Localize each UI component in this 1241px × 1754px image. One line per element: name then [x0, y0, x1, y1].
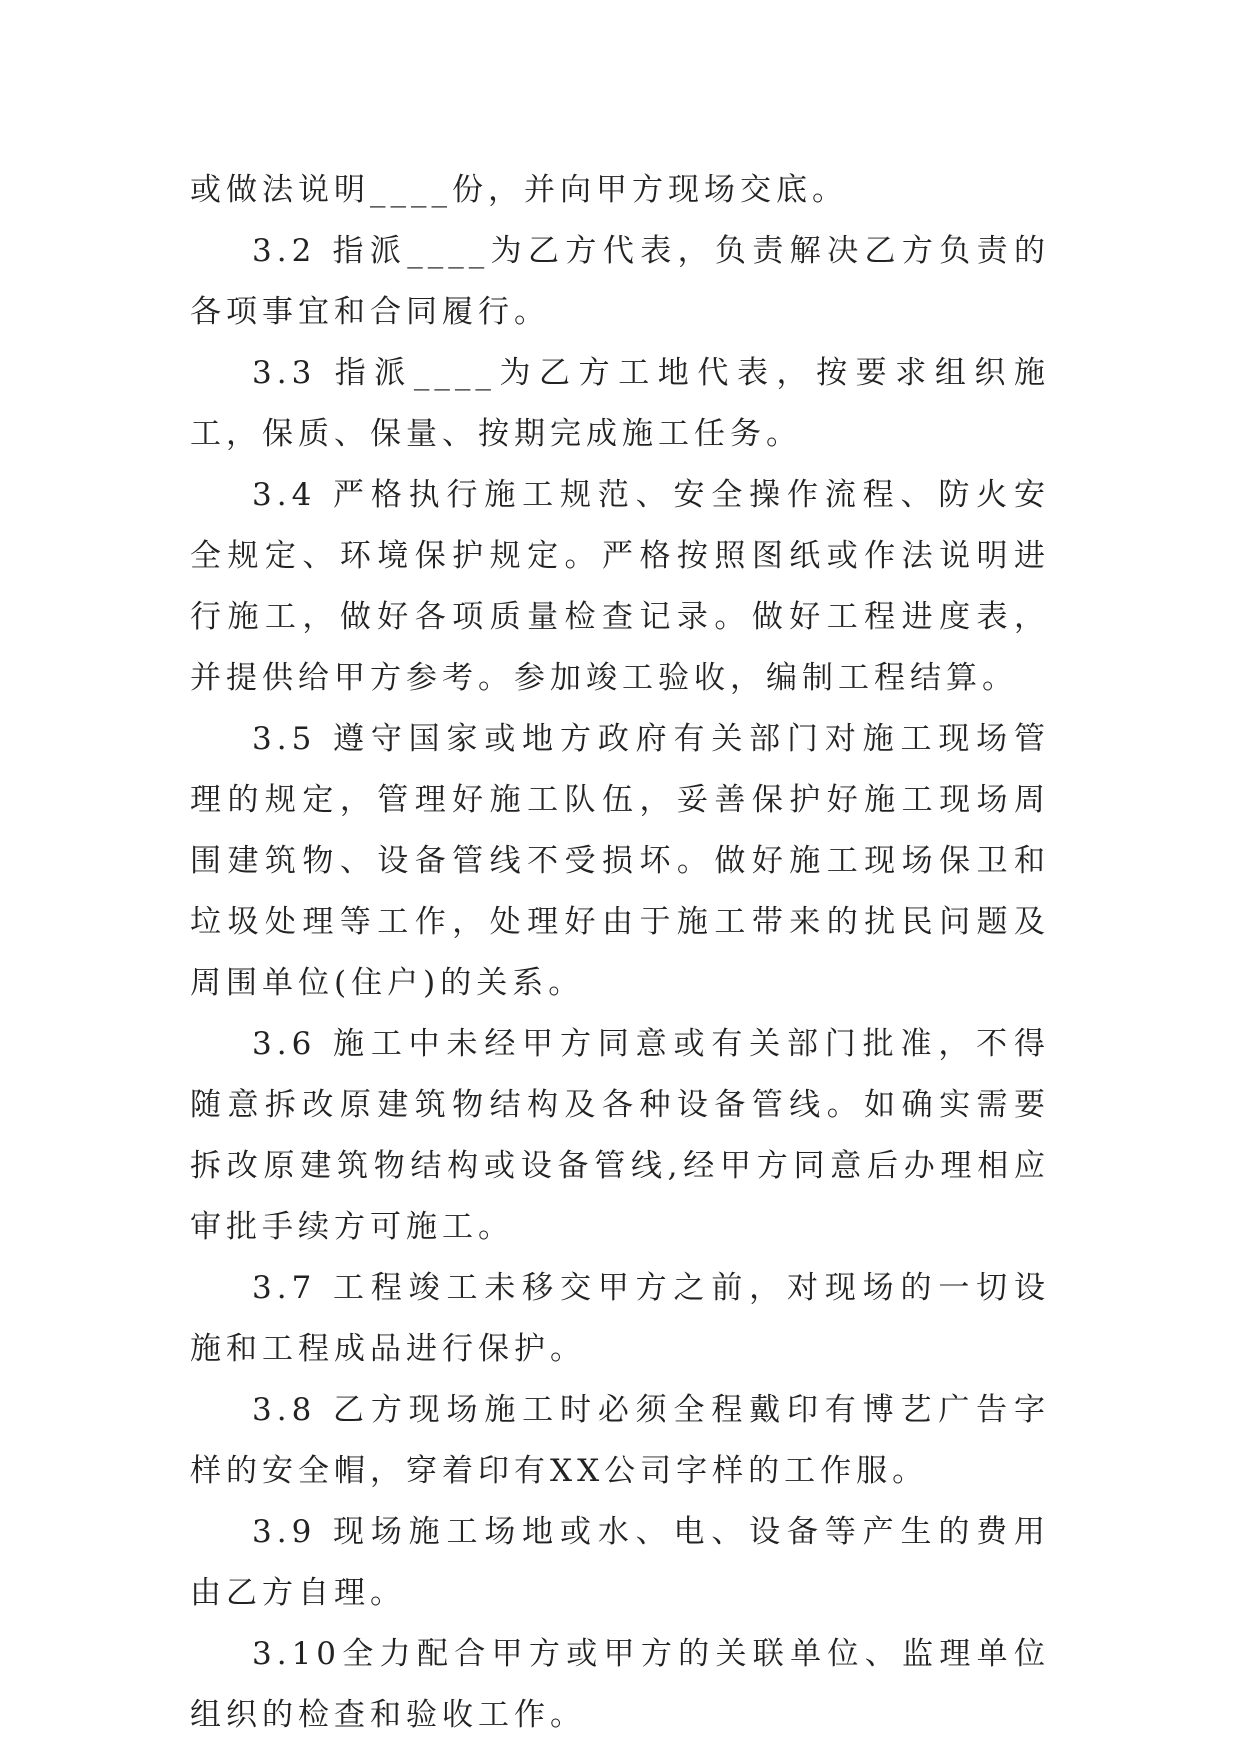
paragraph-3-10: 3.10全力配合甲方或甲方的关联单位、监理单位组织的检查和验收工作。 [190, 1636, 1050, 1733]
paragraph-3-5: 3.5 遵守国家或地方政府有关部门对施工现场管理的规定，管理好施工队伍，妥善保护好施工现场周围建筑物、设备管线不受损坏。做好施工现场保卫和垃圾处理等工作，处理好由于施工带来的扰民问题及周围单位(住户)的关系。 [190, 721, 1050, 1001]
paragraph-3-6: 3.6 施工中未经甲方同意或有关部门批准，不得随意拆改原建筑物结构及各种设备管线。如确实需要拆改原建筑物结构或设备管线,经甲方同意后办理相应审批手续方可施工。 [190, 1026, 1050, 1245]
document-body [190, 160, 1050, 1746]
paragraph-3-3: 3.3 指派____为乙方工地代表，按要求组织施工，保质、保量、按期完成施工任务。 [190, 355, 1050, 452]
paragraph-continuation: 或做法说明____份，并向甲方现场交底。 [190, 172, 848, 208]
paragraph-3-7: 3.7 工程竣工未移交甲方之前，对现场的一切设施和工程成品进行保护。 [190, 1270, 1050, 1367]
paragraph-3-8: 3.8 乙方现场施工时必须全程戴印有博艺广告字样的安全帽，穿着印有XX公司字样的工作服。 [190, 1392, 1050, 1489]
paragraph-3-9: 3.9 现场施工场地或水、电、设备等产生的费用由乙方自理。 [190, 1514, 1050, 1611]
paragraph-3-4: 3.4 严格执行施工规范、安全操作流程、防火安全规定、环境保护规定。严格按照图纸或作法说明进行施工，做好各项质量检查记录。做好工程进度表，并提供给甲方参考。参加竣工验收，编制工程结算。 [190, 477, 1050, 696]
paragraph-3-2: 3.2 指派____为乙方代表，负责解决乙方负责的各项事宜和合同履行。 [190, 233, 1050, 330]
